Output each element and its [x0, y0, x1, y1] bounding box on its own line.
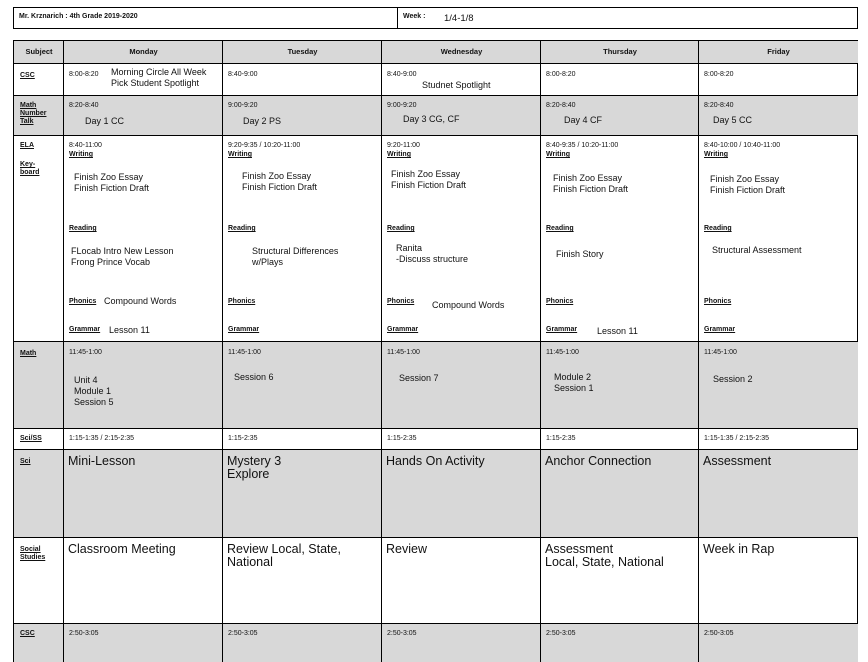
- time-label: 2:50-3:05: [546, 630, 576, 637]
- cell-social-monday: [63, 537, 223, 623]
- phonics-label: Phonics: [69, 298, 97, 305]
- week-value: 1/4-1/8: [444, 13, 474, 24]
- time-label: 9:00-9:20: [228, 102, 258, 109]
- time-label: 9:20-11:00: [387, 142, 420, 149]
- writing-label: Writing: [704, 151, 728, 158]
- writing-label: Writing: [546, 151, 570, 158]
- cell-csc2-monday: [63, 623, 223, 662]
- cell-text: Day 5 CC: [713, 115, 753, 125]
- reading-label: Reading: [69, 225, 97, 232]
- row-label-csc: CSC: [13, 63, 64, 95]
- col-header-subject: Subject: [13, 40, 64, 63]
- cell-text: Classroom Meeting: [68, 542, 176, 556]
- writing-text: Finish Zoo Essay Finish Fiction Draft: [553, 173, 629, 194]
- row-label-ela: [13, 135, 64, 341]
- time-label: 1:15-2:35: [546, 435, 576, 442]
- time-label: 1:15-1:35 / 2:15-2:35: [69, 435, 134, 442]
- time-label: 1:15-1:35 / 2:15-2:35: [704, 435, 769, 442]
- cell-ela-tuesday: [222, 135, 382, 341]
- cell-math-talk-friday: [698, 95, 858, 135]
- writing-label: Writing: [228, 151, 252, 158]
- grammar-label: Grammar: [228, 326, 260, 333]
- cell-ela-monday: [63, 135, 223, 341]
- time-label: 11:45-1:00: [387, 349, 420, 356]
- cell-sci-friday: [698, 449, 858, 537]
- time-label: 8:00-8:20: [69, 71, 99, 78]
- writing-text: Finish Zoo Essay Finish Fiction Draft: [242, 171, 318, 192]
- cell-math-talk-thursday: [540, 95, 699, 135]
- reading-label: Reading: [387, 225, 415, 232]
- cell-text: Assessment Local, State, National: [545, 542, 664, 569]
- cell-math-talk-tuesday: [222, 95, 382, 135]
- cell-math-talk-monday: [63, 95, 223, 135]
- time-label: 8:40-9:35 / 10:20-11:00: [546, 142, 619, 149]
- time-label: 11:45-1:00: [228, 349, 261, 356]
- time-label: 2:50-3:05: [704, 630, 734, 637]
- cell-text: Review Local, State, National: [227, 542, 341, 569]
- cell-text: Week in Rap: [703, 542, 775, 556]
- phonics-label: Phonics: [228, 298, 256, 305]
- cell-csc-tuesday: [222, 63, 382, 95]
- phonics-label: Phonics: [704, 298, 732, 305]
- row-label-math-number-talk: Math Number Talk: [13, 95, 64, 135]
- grammar-label: Grammar: [69, 326, 101, 333]
- time-label: 9:20-9:35 / 10:20-11:00: [228, 142, 301, 149]
- reading-text: Ranita -Discuss structure: [396, 243, 469, 264]
- cell-text: Day 3 CG, CF: [403, 114, 460, 124]
- cell-sci-thursday: [540, 449, 699, 537]
- reading-text: Structural Differences w/Plays: [252, 246, 339, 267]
- time-label: 8:40-9:00: [387, 71, 417, 78]
- cell-sciss-monday: [63, 428, 223, 449]
- cell-ela-wednesday: [381, 135, 541, 341]
- cell-csc-friday: [698, 63, 858, 95]
- cell-text: Session 2: [713, 374, 753, 384]
- writing-label: Writing: [69, 151, 93, 158]
- grammar-label: Grammar: [387, 326, 419, 333]
- cell-sci-monday: [63, 449, 223, 537]
- header-week: [397, 7, 858, 29]
- cell-text: Module 2 Session 1: [554, 372, 594, 393]
- cell-text: Review: [386, 542, 427, 556]
- cell-csc2-wednesday: [381, 623, 541, 662]
- cell-sciss-friday: [698, 428, 858, 449]
- cell-csc2-friday: [698, 623, 858, 662]
- time-label: 1:15-2:35: [387, 435, 417, 442]
- time-label: 2:50-3:05: [387, 630, 417, 637]
- cell-ela-friday: [698, 135, 858, 341]
- row-label-sci: Sci: [13, 449, 64, 537]
- writing-text: Finish Zoo Essay Finish Fiction Draft: [391, 169, 467, 190]
- grammar-label: Grammar: [704, 326, 736, 333]
- col-header-thursday: Thursday: [540, 40, 699, 63]
- cell-text: Unit 4 Module 1 Session 5: [74, 375, 114, 407]
- phonics-label: Phonics: [546, 298, 574, 305]
- cell-math-talk-wednesday: [381, 95, 541, 135]
- time-label: 9:00-9:20: [387, 102, 417, 109]
- cell-text: Studnet Spotlight: [422, 80, 491, 90]
- writing-label: Writing: [387, 151, 411, 158]
- cell-text: Morning Circle All Week Pick Student Spotlight: [111, 67, 207, 88]
- col-header-monday: Monday: [63, 40, 223, 63]
- cell-text: Mini-Lesson: [68, 454, 136, 468]
- cell-sciss-wednesday: [381, 428, 541, 449]
- grammar-label: Grammar: [546, 326, 578, 333]
- cell-csc2-thursday: [540, 623, 699, 662]
- cell-text: Assessment: [703, 454, 772, 468]
- header-teacher: Mr. Krznarich : 4th Grade 2019-2020: [13, 7, 398, 29]
- phonics-text: Compound Words: [104, 296, 177, 306]
- cell-csc-wednesday: [381, 63, 541, 95]
- time-label: 8:20-8:40: [704, 102, 734, 109]
- keyboard-label: Key- board: [20, 161, 40, 176]
- time-label: 8:40-11:00: [69, 142, 102, 149]
- cell-math-tuesday: [222, 341, 382, 428]
- reading-text: Structural Assessment: [712, 245, 802, 255]
- cell-text: Anchor Connection: [545, 454, 652, 468]
- cell-text: Day 1 CC: [85, 116, 125, 126]
- cell-social-wednesday: [381, 537, 541, 623]
- phonics-label: Phonics: [387, 298, 415, 305]
- phonics-text: Compound Words: [432, 300, 505, 310]
- reading-label: Reading: [228, 225, 256, 232]
- cell-social-tuesday: [222, 537, 382, 623]
- cell-math-wednesday: [381, 341, 541, 428]
- cell-text: Session 7: [399, 373, 439, 383]
- cell-math-friday: [698, 341, 858, 428]
- cell-social-friday: [698, 537, 858, 623]
- reading-label: Reading: [546, 225, 574, 232]
- row-label-social-studies: Social Studies: [13, 537, 64, 623]
- reading-label: Reading: [704, 225, 732, 232]
- col-header-tuesday: Tuesday: [222, 40, 382, 63]
- cell-social-thursday: [540, 537, 699, 623]
- col-header-friday: Friday: [698, 40, 858, 63]
- time-label: 2:50-3:05: [228, 630, 258, 637]
- cell-sciss-tuesday: [222, 428, 382, 449]
- time-label: 8:40-9:00: [228, 71, 258, 78]
- reading-text: Finish Story: [556, 249, 604, 259]
- reading-text: FLocab Intro New Lesson Frong Prince Vocab: [71, 246, 174, 267]
- time-label: 8:00-8:20: [704, 71, 734, 78]
- cell-csc-thursday: [540, 63, 699, 95]
- writing-text: Finish Zoo Essay Finish Fiction Draft: [710, 174, 786, 195]
- cell-ela-thursday: [540, 135, 699, 341]
- cell-text: Session 6: [234, 372, 274, 382]
- time-label: 11:45-1:00: [704, 349, 737, 356]
- time-label: 8:20-8:40: [69, 102, 99, 109]
- row-label-sci-ss: Sci/SS: [13, 428, 64, 449]
- cell-csc2-tuesday: [222, 623, 382, 662]
- cell-sciss-thursday: [540, 428, 699, 449]
- cell-text: Day 4 CF: [564, 115, 603, 125]
- grammar-text: Lesson 11: [109, 325, 150, 335]
- col-header-wednesday: Wednesday: [381, 40, 541, 63]
- ela-label: ELA: [20, 142, 34, 149]
- time-label: 1:15-2:35: [228, 435, 258, 442]
- time-label: 11:45-1:00: [69, 349, 102, 356]
- time-label: 11:45-1:00: [546, 349, 579, 356]
- row-label-math: Math: [13, 341, 64, 428]
- row-label-csc-afternoon: CSC: [13, 623, 64, 662]
- cell-text: Mystery 3 Explore: [227, 454, 282, 481]
- time-label: 2:50-3:05: [69, 630, 99, 637]
- time-label: 8:40-10:00 / 10:40-11:00: [704, 142, 781, 149]
- cell-text: Hands On Activity: [386, 454, 485, 468]
- writing-text: Finish Zoo Essay Finish Fiction Draft: [74, 172, 150, 193]
- cell-sci-wednesday: [381, 449, 541, 537]
- time-label: 8:00-8:20: [546, 71, 576, 78]
- cell-sci-tuesday: [222, 449, 382, 537]
- time-label: 8:20-8:40: [546, 102, 576, 109]
- cell-math-monday: [63, 341, 223, 428]
- cell-csc-monday: [63, 63, 223, 95]
- grammar-text: Lesson 11: [597, 326, 638, 336]
- cell-math-thursday: [540, 341, 699, 428]
- cell-text: Day 2 PS: [243, 116, 282, 126]
- week-label: Week :: [403, 13, 426, 20]
